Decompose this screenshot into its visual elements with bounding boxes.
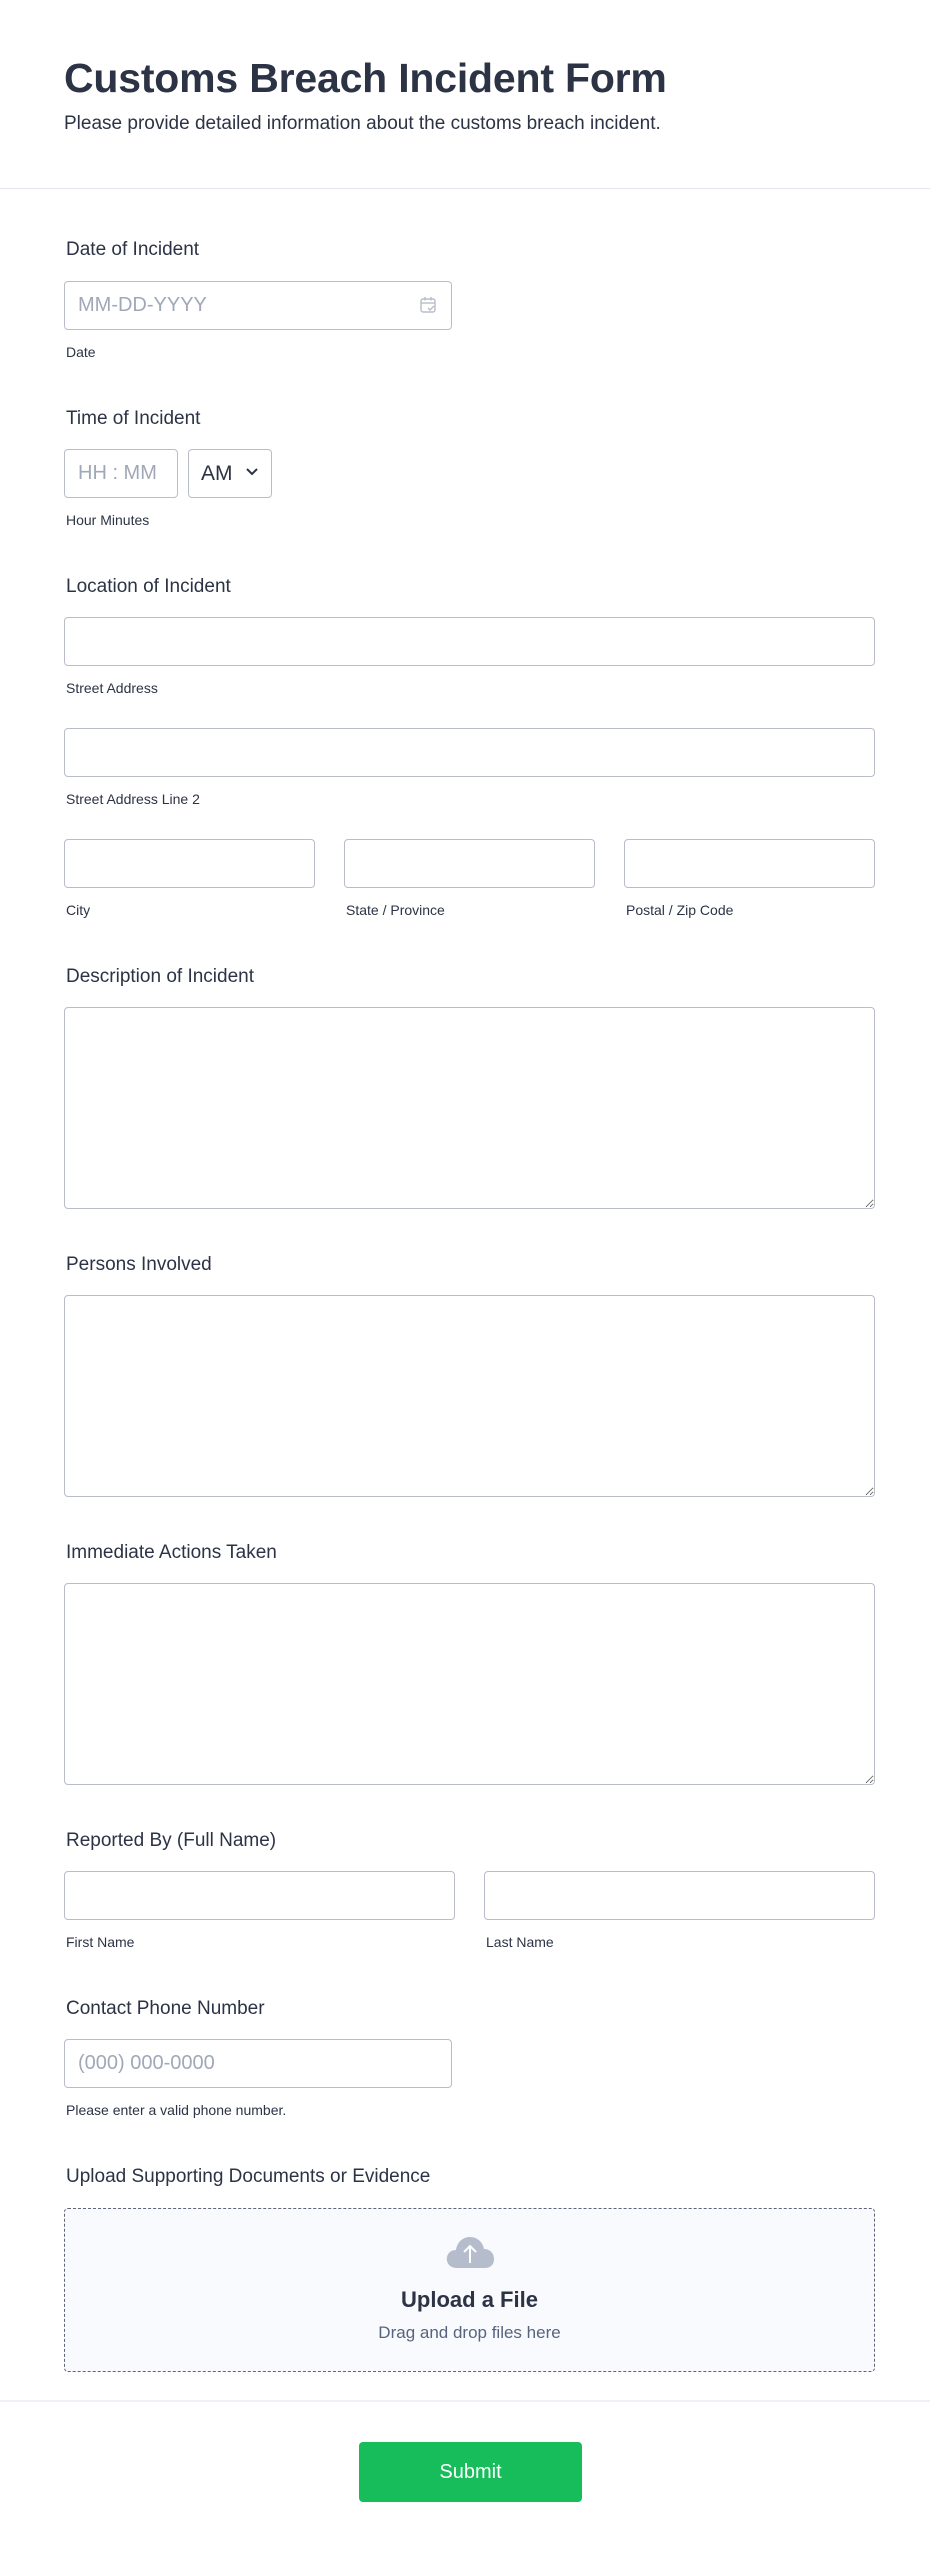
page-subtitle: Please provide detailed information about the customs breach incident. <box>64 113 661 134</box>
phone-input[interactable] <box>64 2039 452 2088</box>
form-header <box>0 0 930 189</box>
last-name-sublabel: Last Name <box>486 1934 554 1950</box>
persons-textarea[interactable] <box>64 1295 875 1497</box>
upload-label: Upload Supporting Documents or Evidence <box>66 2166 431 2187</box>
city-input[interactable] <box>64 839 315 888</box>
street-address-line2-sublabel: Street Address Line 2 <box>66 791 200 807</box>
actions-textarea[interactable] <box>64 1583 875 1785</box>
date-label: Date of Incident <box>66 239 200 260</box>
last-name-input[interactable] <box>484 1871 875 1920</box>
reporter-label: Reported By (Full Name) <box>66 1830 277 1851</box>
form-body <box>0 189 930 2399</box>
ampm-value: AM <box>201 461 233 485</box>
page-title: Customs Breach Incident Form <box>64 55 667 101</box>
file-upload-dropzone[interactable] <box>64 2208 875 2372</box>
cloud-upload-icon <box>445 2235 495 2269</box>
description-label: Description of Incident <box>66 966 254 987</box>
location-label: Location of Incident <box>66 576 231 597</box>
persons-label: Persons Involved <box>66 1254 212 1275</box>
time-input[interactable] <box>64 449 178 498</box>
street-address-sublabel: Street Address <box>66 680 158 696</box>
submit-button[interactable]: Submit <box>359 2442 582 2502</box>
street-address-input[interactable] <box>64 617 875 666</box>
state-sublabel: State / Province <box>346 902 445 918</box>
phone-sublabel: Please enter a valid phone number. <box>66 2102 287 2118</box>
time-label: Time of Incident <box>66 408 201 429</box>
street-address-line2-input[interactable] <box>64 728 875 777</box>
upload-subtitle: Drag and drop files here <box>378 2323 561 2342</box>
chevron-down-icon <box>245 467 259 477</box>
ampm-select[interactable] <box>188 449 272 498</box>
city-sublabel: City <box>66 902 91 918</box>
first-name-sublabel: First Name <box>66 1934 135 1950</box>
zip-sublabel: Postal / Zip Code <box>626 902 734 918</box>
calendar-icon[interactable] <box>419 296 437 314</box>
zip-input[interactable] <box>624 839 875 888</box>
date-input[interactable] <box>64 281 452 330</box>
upload-title: Upload a File <box>401 2287 538 2312</box>
actions-label: Immediate Actions Taken <box>66 1542 277 1563</box>
state-input[interactable] <box>344 839 595 888</box>
date-sublabel: Date <box>66 344 96 360</box>
first-name-input[interactable] <box>64 1871 455 1920</box>
description-textarea[interactable] <box>64 1007 875 1209</box>
time-sublabel: Hour Minutes <box>66 512 150 528</box>
form-footer <box>0 2400 930 2549</box>
phone-label: Contact Phone Number <box>66 1998 265 2019</box>
